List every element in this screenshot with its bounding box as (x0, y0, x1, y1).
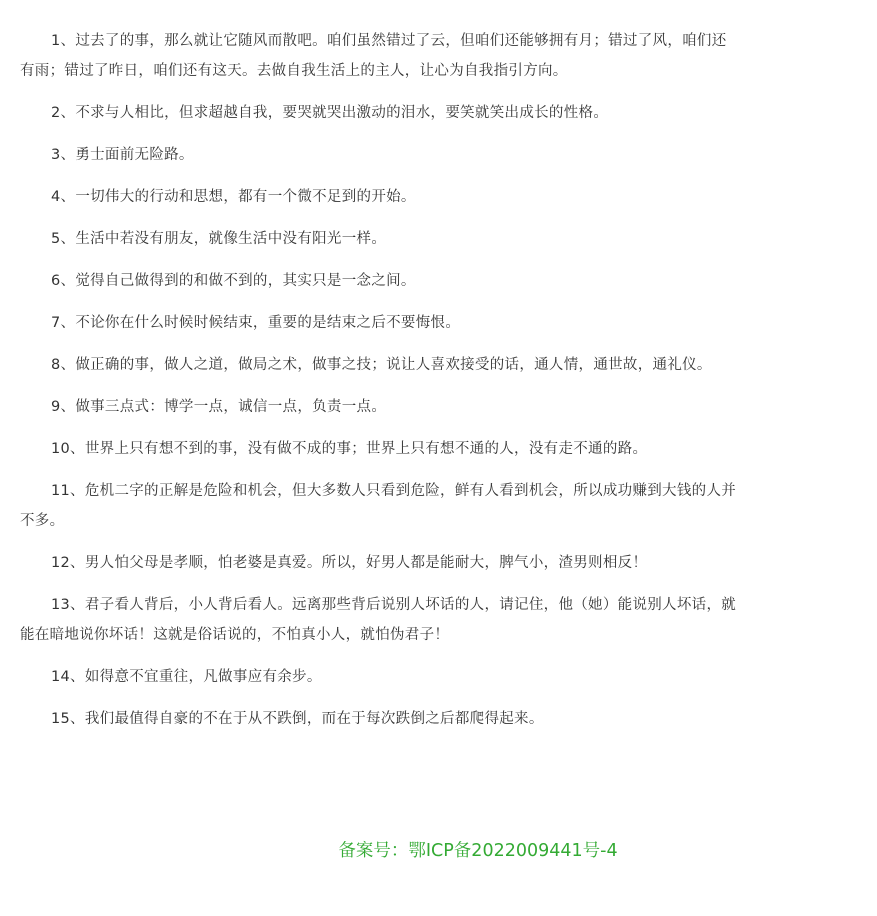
paragraph-2: 2、不求与人相比，但求超越自我，要哭就哭出激动的泪水，要笑就笑出成长的性格。 (51, 105, 609, 121)
paragraph-9: 9、做事三点式：博学一点，诚信一点，负责一点。 (51, 399, 387, 415)
paragraph-13: 13、君子看人背后，小人背后看人。远离那些背后说别人坏话的人，请记住，他（她）能说别人坏话，就能在暗地说你坏话！这就是俗话说的，不怕真小人，就怕伪君子！ (20, 597, 737, 643)
paragraph-10: 10、世界上只有想不到的事，没有做不成的事；世界上只有想不通的人，没有走不通的路。 (51, 441, 648, 457)
article-body (20, 26, 740, 746)
paragraph-1: 1、过去了的事，那么就让它随风而散吧。咱们虽然错过了云，但咱们还能够拥有月；错过了风，咱们还有雨；错过了昨日，咱们还有这天。去做自我生活上的主人，让心为自我指引方向。 (20, 33, 727, 79)
paragraph-8: 8、做正确的事，做人之道，做局之术，做事之技；说让人喜欢接受的话，通人情，通世故，通礼仪。 (51, 357, 712, 373)
paragraph-15: 15、我们最值得自豪的不在于从不跌倒，而在于每次跌倒之后都爬得起来。 (51, 711, 544, 727)
paragraph-3: 3、勇士面前无险路。 (51, 147, 194, 163)
paragraph-11: 11、危机二字的正解是危险和机会，但大多数人只看到危险，鲜有人看到机会，所以成功赚到大钱的人并不多。 (20, 483, 737, 529)
icp-record-link[interactable]: 备案号：鄂ICP备2022009441号-4 (338, 841, 618, 861)
paragraph-14: 14、如得意不宜重往，凡做事应有余步。 (51, 669, 322, 685)
paragraph-6: 6、觉得自己做得到的和做不到的，其实只是一念之间。 (51, 273, 416, 289)
paragraph-7: 7、不论你在什么时候时候结束，重要的是结束之后不要悔恨。 (51, 315, 461, 331)
paragraph-12: 12、男人怕父母是孝顺，怕老婆是真爱。所以，好男人都是能耐大，脾气小，渣男则相反！ (51, 555, 648, 571)
paragraph-4: 4、一切伟大的行动和思想，都有一个微不足到的开始。 (51, 189, 416, 205)
paragraph-5: 5、生活中若没有朋友，就像生活中没有阳光一样。 (51, 231, 387, 247)
